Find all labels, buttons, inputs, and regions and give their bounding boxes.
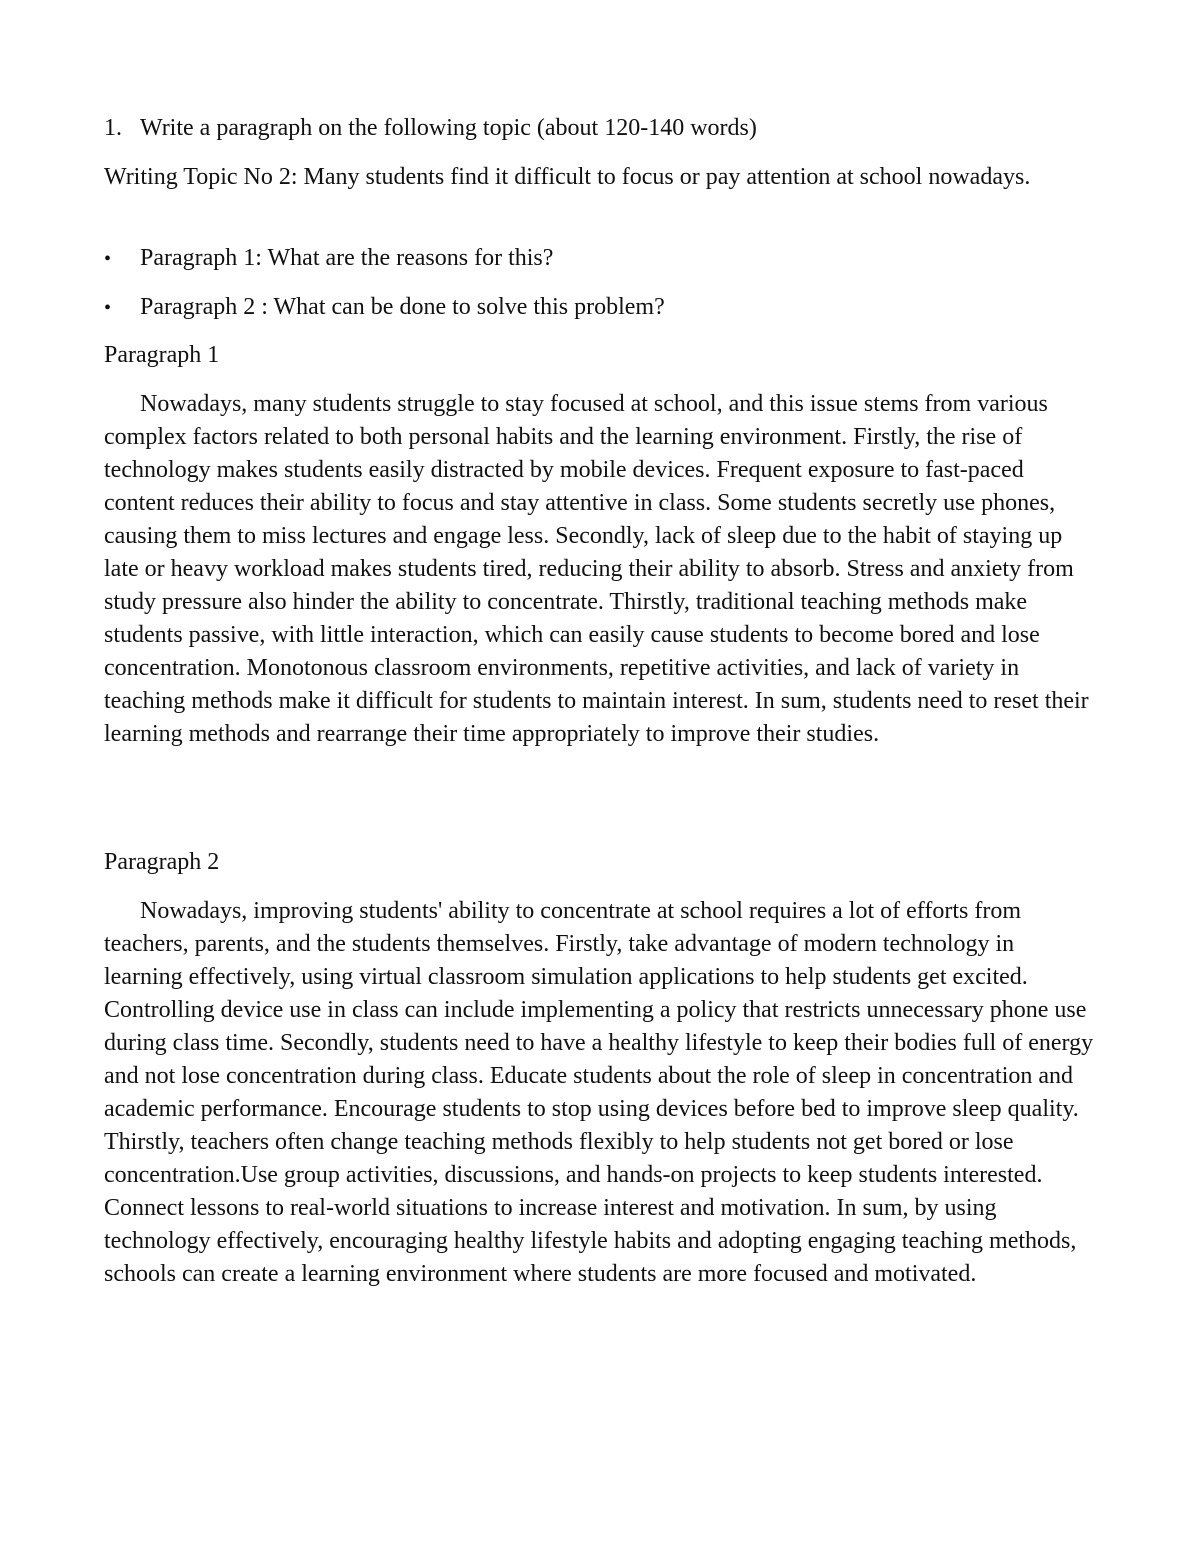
bullet-icon: • [104, 248, 112, 270]
writing-topic: Writing Topic No 2: Many students find it difficult to focus or pay attention at school nowadays. [104, 164, 1031, 190]
paragraph-1-heading: Paragraph 1 [104, 342, 220, 368]
numbered-instruction [104, 112, 1104, 145]
instruction-text: Write a paragraph on the following topic (about 120-140 words) [140, 115, 757, 141]
paragraph-2-body: Nowadays, improving students' ability to concentrate at school requires a lot of efforts from teachers, parents, and the students themselves. Firstly, take advantage of modern technology in learning effectively, using virtual classroom simulation applications to help students get excited. Controlling device use in class can include implementing a policy that restricts unnecessary phone use during class time. Secondly, students need to have a healthy lifestyle to keep their bodies full of energy and not lose concentration during class. Educate students about the role of sleep in concentration and academic performance. Encourage students to stop using devices before bed to improve sleep quality. Thirstly, teachers often change teaching methods flexibly to help students not get bored or lose concentration.Use group activities, discussions, and hands-on projects to keep students interested. Connect lessons to real-world situations to increase interest and motivation. In sum, by using technology effectively, encouraging healthy lifestyle habits and adopting engaging teaching methods, schools can create a learning environment where students are more focused and motivated. [104, 898, 1094, 1287]
bullet-text: Paragraph 1: What are the reasons for this? [140, 245, 554, 271]
bullet-item [104, 242, 1104, 276]
bullet-icon: • [104, 297, 112, 319]
paragraph-1-body: Nowadays, many students struggle to stay focused at school, and this issue stems from various complex factors related to both personal habits and the learning environment. Firstly, the rise of technology makes students easily distracted by mobile devices. Frequent exposure to fast-paced content reduces their ability to focus and stay attentive in class. Some students secretly use phones, causing them to miss lectures and engage less. Secondly, lack of sleep due to the habit of staying up late or heavy workload makes students tired, reducing their ability to absorb. Stress and anxiety from study pressure also hinder the ability to concentrate. Thirstly, traditional teaching methods make students passive, with little interaction, which can easily cause students to become bored and lose concentration. Monotonous classroom environments, repetitive activities, and lack of variety in teaching methods make it difficult for students to maintain interest. In sum, students need to reset their learning methods and rearrange their time appropriately to improve their studies. [104, 391, 1089, 747]
bullet-text: Paragraph 2 : What can be done to solve this problem? [140, 294, 665, 320]
item-number: 1. [104, 115, 122, 141]
paragraph-2-heading: Paragraph 2 [104, 849, 220, 875]
bullet-item [104, 291, 1104, 325]
